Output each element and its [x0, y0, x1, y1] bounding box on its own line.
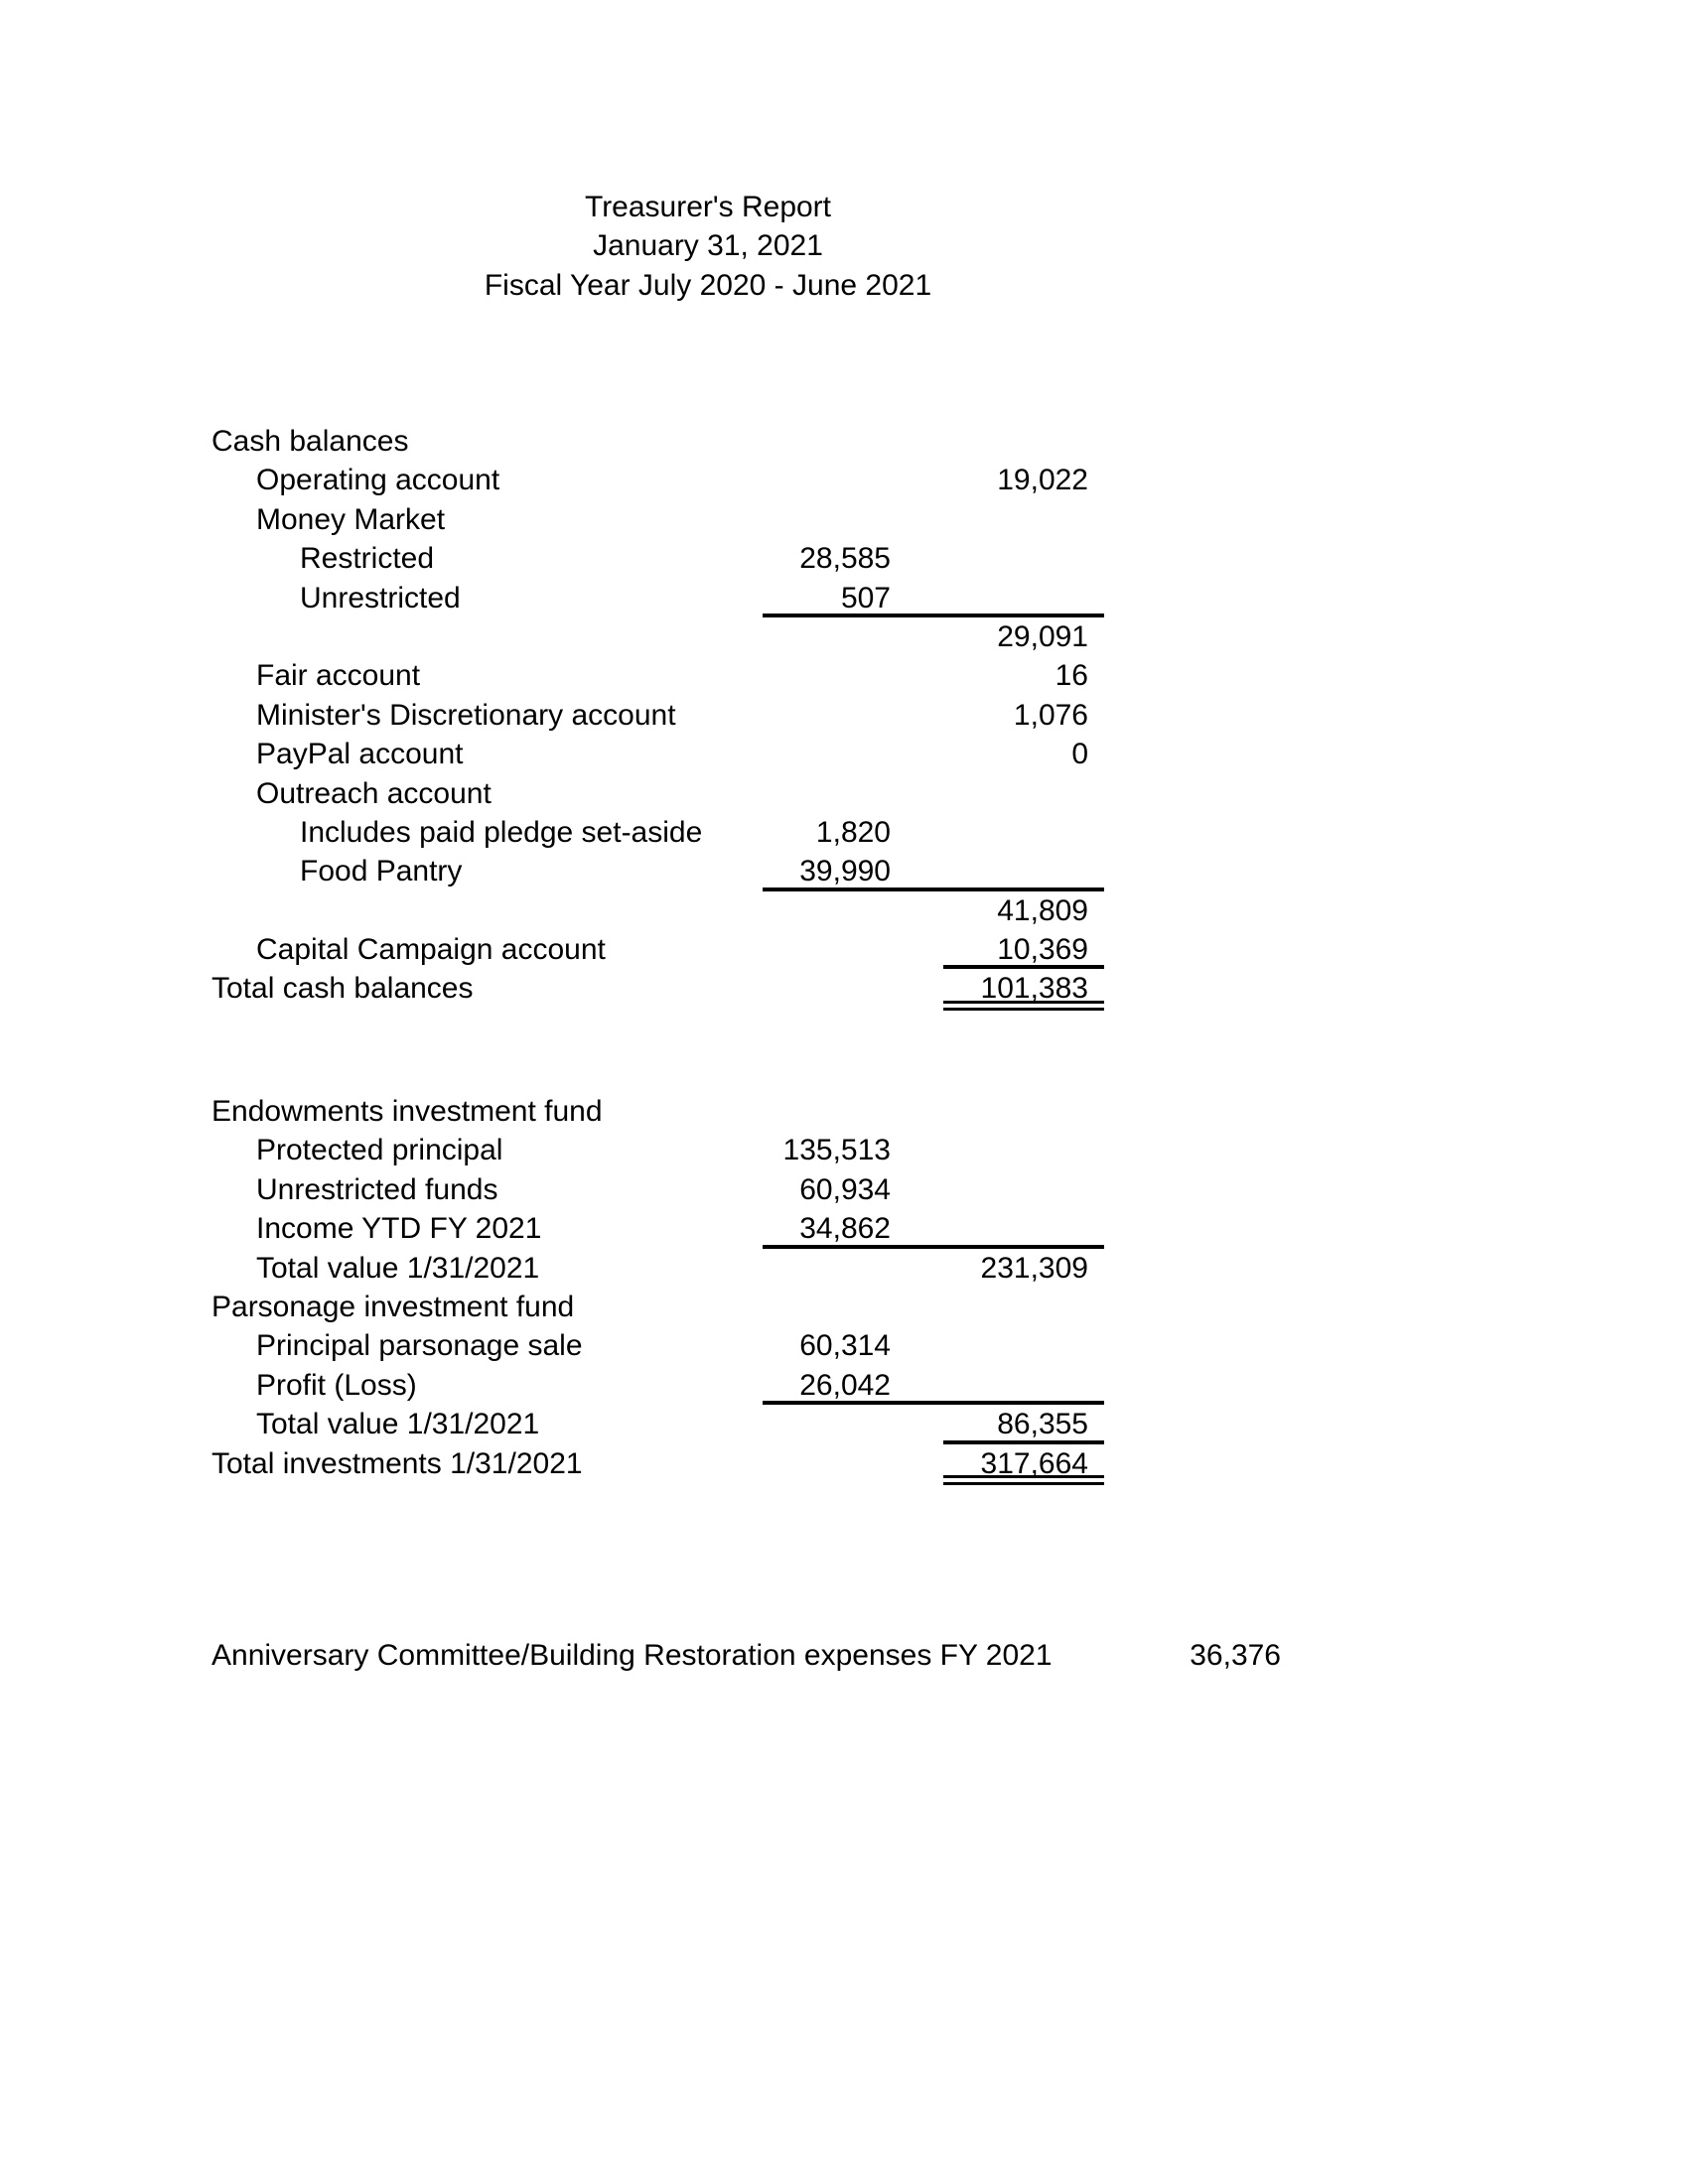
amount-far-right: 36,376 [1190, 1639, 1281, 1672]
row-parsonage-total-value [0, 1405, 1688, 1443]
amount-mid: 135,513 [782, 1134, 891, 1167]
row-protected-principal [0, 1131, 1688, 1169]
row-total-cash-balances [0, 969, 1688, 1008]
row-endowments-total-value [0, 1249, 1688, 1288]
row-label: PayPal account [256, 738, 464, 771]
amount-mid: 60,314 [799, 1329, 891, 1363]
row-label: Fair account [256, 659, 421, 693]
amount-mid: 26,042 [799, 1368, 891, 1402]
footnote-section [0, 1636, 1688, 1675]
row-label: Food Pantry [300, 855, 463, 888]
row-label: Capital Campaign account [256, 933, 606, 967]
row-fair-account [0, 656, 1688, 695]
row-food-pantry [0, 852, 1688, 890]
report-date: January 31, 2021 [593, 229, 823, 263]
row-label: Endowments investment fund [211, 1095, 603, 1128]
row-label: Unrestricted [300, 581, 461, 614]
amount-right: 29,091 [997, 619, 1088, 653]
row-money-market-subtotal [0, 617, 1688, 656]
amount-right: 19,022 [997, 464, 1088, 497]
amount-mid: 34,862 [799, 1212, 891, 1246]
amount-right: 86,355 [997, 1408, 1088, 1441]
amount-right: 231,309 [980, 1251, 1088, 1285]
row-outreach-account-heading [0, 774, 1688, 813]
row-parsonage-heading [0, 1288, 1688, 1326]
amount-mid: 28,585 [799, 542, 891, 576]
row-label: Income YTD FY 2021 [256, 1212, 542, 1246]
row-label: Principal parsonage sale [256, 1329, 583, 1363]
grand-total-rule [943, 1001, 1104, 1011]
amount-mid: 60,934 [799, 1172, 891, 1206]
report-title: Treasurer's Report [584, 191, 832, 223]
row-principal-parsonage-sale [0, 1326, 1688, 1365]
row-paid-pledge-set-aside [0, 813, 1688, 852]
row-paypal-account [0, 735, 1688, 773]
investments-section [0, 1092, 1688, 1483]
amount-right: 317,664 [980, 1446, 1088, 1480]
amount-mid: 1,820 [815, 815, 891, 849]
row-label: Outreach account [256, 776, 492, 810]
row-unrestricted [0, 579, 1688, 617]
row-label: Total investments 1/31/2021 [211, 1446, 583, 1480]
amount-right: 0 [1071, 738, 1088, 771]
amount-right: 41,809 [997, 893, 1088, 927]
row-label: Cash balances [211, 425, 409, 458]
grand-total-rule [943, 1475, 1104, 1485]
row-label: Total value 1/31/2021 [256, 1408, 540, 1441]
row-label: Unrestricted funds [256, 1172, 498, 1206]
row-label: Operating account [256, 464, 500, 497]
row-unrestricted-funds [0, 1170, 1688, 1209]
row-endowments-heading [0, 1092, 1688, 1131]
report-fiscal-year: Fiscal Year July 2020 - June 2021 [484, 268, 932, 302]
amount-right: 10,369 [997, 933, 1088, 967]
row-profit-loss [0, 1366, 1688, 1405]
amount-right: 101,383 [980, 972, 1088, 1006]
report-header [0, 188, 1416, 305]
row-cash-balances-heading [0, 422, 1688, 461]
row-income-ytd [0, 1209, 1688, 1248]
row-label: Total value 1/31/2021 [256, 1251, 540, 1285]
row-restricted [0, 539, 1688, 578]
row-label: Minister's Discretionary account [256, 698, 676, 732]
row-label: Money Market [256, 502, 446, 536]
row-capital-campaign-account [0, 930, 1688, 969]
row-label: Restricted [300, 542, 435, 576]
row-label: Profit (Loss) [256, 1368, 417, 1402]
row-money-market-heading [0, 500, 1688, 539]
cash-balances-section [0, 422, 1688, 1009]
row-label: Anniversary Committee/Building Restoration expenses FY 2021 [211, 1639, 1053, 1672]
row-label: Parsonage investment fund [211, 1290, 575, 1323]
amount-mid: 39,990 [799, 855, 891, 888]
amount-right: 16 [1055, 659, 1088, 693]
row-label: Includes paid pledge set-aside [300, 815, 703, 849]
row-operating-account [0, 461, 1688, 499]
amount-right: 1,076 [1013, 698, 1088, 732]
row-anniversary-expenses [0, 1636, 1688, 1675]
row-label: Total cash balances [211, 972, 474, 1006]
amount-mid: 507 [840, 581, 891, 614]
row-outreach-subtotal [0, 891, 1688, 930]
row-total-investments [0, 1444, 1688, 1483]
row-ministers-discretionary-account [0, 696, 1688, 735]
row-label: Protected principal [256, 1134, 503, 1167]
